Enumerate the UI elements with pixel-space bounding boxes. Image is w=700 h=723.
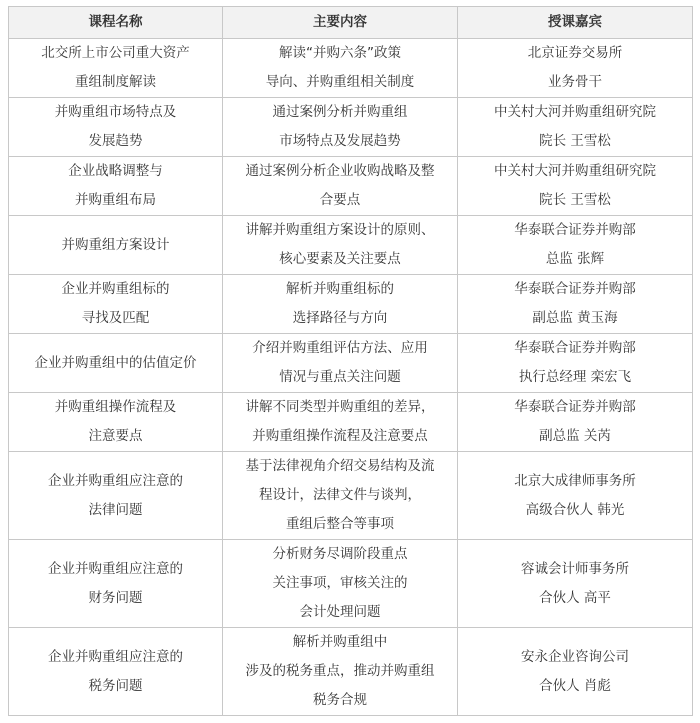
main-content-cell — [223, 334, 458, 393]
main-content-cell-line: 通过案例分析并购重组 — [272, 104, 408, 120]
course-name-cell-line: 并购重组操作流程及 — [54, 399, 177, 415]
main-content-cell — [223, 157, 458, 216]
course-name-cell-line: 企业并购重组中的估值定价 — [34, 354, 197, 371]
table-row — [9, 334, 693, 393]
speaker-cell — [458, 216, 693, 275]
header-main-content: 主要内容 — [223, 7, 458, 39]
speaker-cell-line: 中关村大河并购重组研究院 — [494, 104, 656, 120]
speaker-cell-line: 副总监 关芮 — [539, 428, 611, 444]
speaker-cell-line: 院长 王雪松 — [539, 133, 611, 149]
main-content-cell — [223, 393, 458, 452]
course-name-cell-line: 企业并购重组应注意的 — [48, 472, 183, 489]
table-row — [9, 275, 693, 334]
course-name-cell-line: 并购重组布局 — [75, 192, 156, 208]
speaker-cell — [458, 628, 693, 716]
course-name-cell — [9, 334, 223, 393]
course-name-cell-line: 发展趋势 — [88, 133, 143, 149]
main-content-cell-line: 重组后整合等事项 — [286, 516, 394, 532]
course-name-cell-line: 法律问题 — [88, 501, 143, 518]
course-name-cell-line: 注意要点 — [88, 428, 143, 444]
course-name-cell-line: 税务问题 — [88, 677, 143, 694]
course-name-cell-line: 企业战略调整与 — [68, 163, 163, 179]
table-row — [9, 393, 693, 452]
main-content-cell-line: 情况与重点关注问题 — [279, 369, 401, 385]
main-content-cell-line: 介绍并购重组评估方法、应用 — [252, 340, 428, 356]
course-name-cell — [9, 275, 223, 334]
speaker-cell-line: 执行总经理 栾宏飞 — [518, 369, 632, 385]
main-content-cell-line: 讲解并购重组方案设计的原则、 — [245, 222, 435, 238]
speaker-cell — [458, 540, 693, 628]
course-name-cell-line: 企业并购重组应注意的 — [48, 560, 183, 577]
header-course-name: 课程名称 — [9, 7, 223, 39]
speaker-cell — [458, 98, 693, 157]
main-content-cell-line: 程设计，法律文件与谈判， — [259, 487, 421, 503]
speaker-cell — [458, 334, 693, 393]
main-content-cell-line: 分析财务尽调阶段重点 — [272, 546, 408, 562]
course-table — [8, 6, 693, 716]
speaker-cell-line: 华泰联合证券并购部 — [514, 222, 636, 238]
table-row — [9, 157, 693, 216]
main-content-cell-line: 核心要素及关注要点 — [279, 251, 401, 267]
speaker-cell-line: 院长 王雪松 — [539, 192, 611, 208]
main-content-cell-line: 解读“并购六条”政策 — [279, 45, 401, 61]
course-name-cell — [9, 452, 223, 540]
course-name-cell — [9, 98, 223, 157]
main-content-cell-line: 选择路径与方向 — [292, 310, 388, 326]
speaker-cell-line: 北京大成律师事务所 — [514, 472, 636, 489]
speaker-cell-line: 中关村大河并购重组研究院 — [494, 163, 656, 179]
table-body — [9, 39, 693, 716]
main-content-cell — [223, 540, 458, 628]
speaker-cell-line: 合伙人 高平 — [539, 589, 611, 606]
speaker-cell — [458, 393, 693, 452]
main-content-cell-line: 解析并购重组中 — [292, 634, 388, 650]
table-row — [9, 540, 693, 628]
course-name-cell — [9, 393, 223, 452]
main-content-cell-line: 市场特点及发展趋势 — [279, 133, 401, 149]
table-row — [9, 452, 693, 540]
course-name-cell-line: 并购重组方案设计 — [61, 236, 170, 253]
main-content-cell — [223, 216, 458, 275]
main-content-cell-line: 关注事项，审核关注的 — [272, 575, 408, 591]
course-name-cell-line: 企业并购重组应注意的 — [48, 648, 183, 665]
main-content-cell — [223, 98, 458, 157]
course-name-cell — [9, 628, 223, 716]
course-name-cell — [9, 39, 223, 98]
main-content-cell-line: 并购重组操作流程及注意要点 — [252, 428, 428, 444]
table-header-row — [9, 7, 693, 39]
course-schedule — [8, 6, 692, 716]
course-name-cell-line: 并购重组市场特点及 — [54, 104, 177, 120]
table-row — [9, 628, 693, 716]
main-content-cell — [223, 39, 458, 98]
speaker-cell-line: 合伙人 肖彪 — [539, 677, 611, 694]
speaker-cell-line: 总监 张辉 — [545, 251, 605, 267]
course-name-cell-line: 企业并购重组标的 — [61, 281, 170, 297]
course-name-cell-line: 北交所上市公司重大资产 — [41, 45, 190, 61]
main-content-cell — [223, 275, 458, 334]
main-content-cell-line: 讲解不同类型并购重组的差异， — [245, 399, 435, 415]
main-content-cell — [223, 452, 458, 540]
course-name-cell — [9, 540, 223, 628]
main-content-cell-line: 通过案例分析企业收购战略及整 — [245, 163, 435, 179]
course-name-cell-line: 寻找及匹配 — [81, 310, 150, 326]
speaker-cell-line: 北京证券交易所 — [527, 45, 623, 61]
main-content-cell-line: 基于法律视角介绍交易结构及流 — [245, 458, 435, 474]
table-row — [9, 98, 693, 157]
speaker-cell — [458, 39, 693, 98]
table-row — [9, 216, 693, 275]
speaker-cell-line: 高级合伙人 韩光 — [525, 501, 625, 518]
course-name-cell-line: 财务问题 — [88, 589, 143, 606]
main-content-cell-line: 会计处理问题 — [299, 604, 381, 620]
main-content-cell-line: 导向、并购重组相关制度 — [265, 74, 415, 90]
main-content-cell — [223, 628, 458, 716]
main-content-cell-line: 合要点 — [319, 192, 361, 208]
main-content-cell-line: 涉及的税务重点，推动并购重组 — [245, 663, 435, 679]
course-name-cell — [9, 216, 223, 275]
speaker-cell — [458, 452, 693, 540]
table-row — [9, 39, 693, 98]
speaker-cell-line: 华泰联合证券并购部 — [514, 281, 636, 297]
speaker-cell-line: 华泰联合证券并购部 — [514, 399, 636, 415]
speaker-cell — [458, 157, 693, 216]
speaker-cell-line: 副总监 黄玉海 — [532, 310, 618, 326]
speaker-cell-line: 华泰联合证券并购部 — [514, 340, 636, 356]
course-name-cell-line: 重组制度解读 — [75, 74, 156, 90]
speaker-cell-line: 容诚会计师事务所 — [521, 560, 629, 577]
course-name-cell — [9, 157, 223, 216]
main-content-cell-line: 解析并购重组标的 — [286, 281, 394, 297]
speaker-cell — [458, 275, 693, 334]
header-speaker: 授课嘉宾 — [458, 7, 693, 39]
main-content-cell-line: 税务合规 — [313, 692, 367, 708]
speaker-cell-line: 业务骨干 — [548, 74, 602, 90]
speaker-cell-line: 安永企业咨询公司 — [521, 648, 629, 665]
